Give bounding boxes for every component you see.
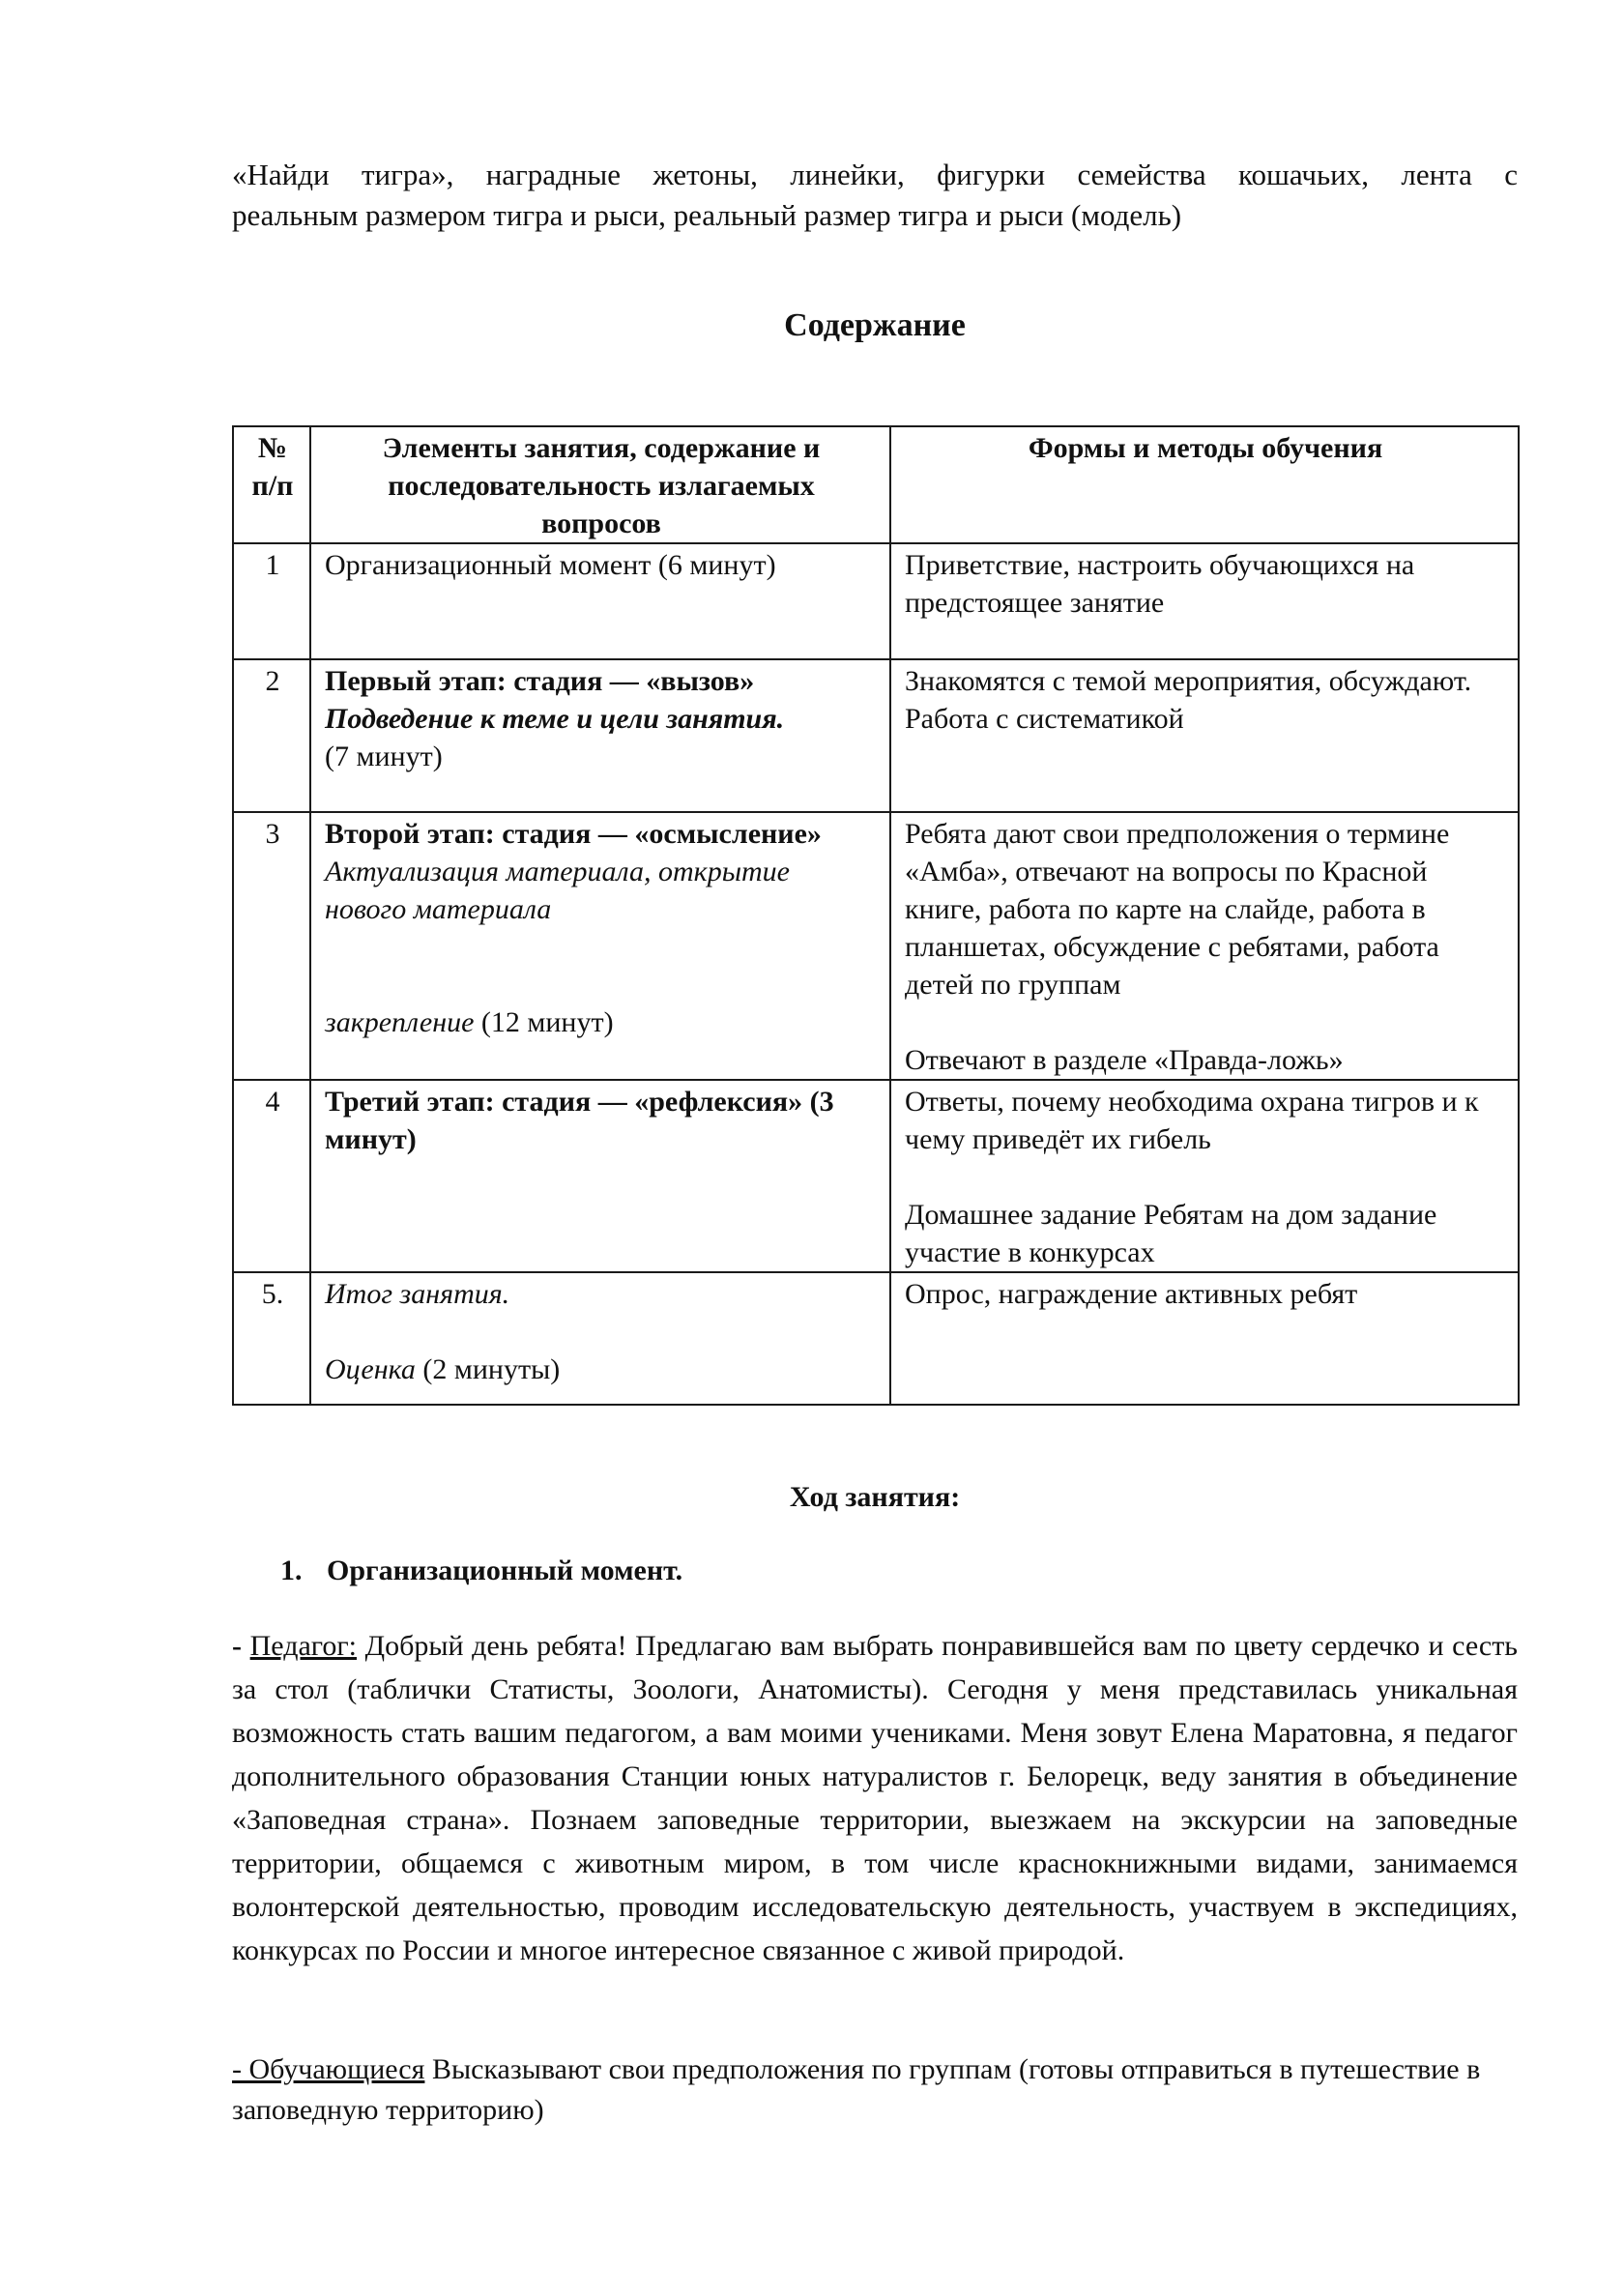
- stage-duration: (7 минут): [325, 741, 443, 772]
- stage-title: Второй этап: стадия — «осмысление»: [325, 818, 822, 850]
- speaker-teacher: Педагог:: [249, 1630, 357, 1662]
- row-number: 4: [233, 1080, 310, 1272]
- row-element: [310, 812, 890, 1080]
- teacher-paragraph: [232, 1624, 1518, 1972]
- contents-title: Содержание: [784, 307, 966, 343]
- stage-title: Третий этап: стадия — «рефлексия» (3 минут): [325, 1086, 834, 1155]
- stage-evaluation: Оценка: [325, 1353, 416, 1385]
- lesson-item-heading: [280, 1555, 682, 1587]
- table-row: [233, 543, 1519, 659]
- row-number: 5.: [233, 1272, 310, 1405]
- forms-text-2: Отвечают в разделе «Правда-ложь»: [905, 1044, 1344, 1076]
- header-num: № п/п: [233, 426, 310, 543]
- header-forms: Формы и методы обучения: [890, 426, 1519, 543]
- dash: -: [232, 1630, 250, 1662]
- forms-text: Опрос, награждение активных ребят: [905, 1278, 1358, 1310]
- stage-title: Первый этап: стадия — «вызов»: [325, 665, 755, 697]
- table-row: [233, 1272, 1519, 1405]
- table-row: [233, 1080, 1519, 1272]
- teacher-text: Добрый день ребята! Предлагаю вам выбрать понравившейся вам по цвету сердечко и сесть за стол (таблички Статисты, Зоологи, Анатомисты). Сегодня у меня представилась уникальная возможность стать вашим педагогом, а вам моими учениками. Меня зовут Елена Маратовна, я педагог дополнительного образования Станции юных натуралистов г. Белорецк, веду занятия в объединение «Заповедная страна». Познаем заповедные территории, выезжаем на экскурсии на заповедные территории, общаемся с животным миром, в том числе краснокнижными видами, занимаемся волонтерской деятельностью, проводим исследовательскую деятельность, участвуем в экспедициях, конкурсах по России и многое интересное связанное с живой природой.: [232, 1630, 1518, 1966]
- row-element: [310, 1080, 890, 1272]
- stage-consolidation: закрепление: [325, 1006, 475, 1038]
- element-text: Организационный момент (6 минут): [325, 549, 776, 581]
- table-row: [233, 812, 1519, 1080]
- row-forms: [890, 659, 1519, 812]
- row-element: [310, 1272, 890, 1405]
- intro-line-1: «Найди тигра», наградные жетоны, линейки, фигурки семейства кошачьих, лента с: [232, 158, 1518, 191]
- item-number: 1.: [280, 1555, 303, 1586]
- stage-duration: (2 минуты): [415, 1353, 561, 1385]
- intro-line-2: реальным размером тигра и рыси, реальный размер тигра и рыси (модель): [232, 198, 1182, 232]
- forms-text: Знакомятся с темой мероприятия, обсуждают. Работа с систематикой: [905, 665, 1472, 735]
- lesson-title: Ход занятия:: [789, 1481, 961, 1513]
- row-forms: [890, 543, 1519, 659]
- row-element: [310, 543, 890, 659]
- row-forms: [890, 812, 1519, 1080]
- row-element: [310, 659, 890, 812]
- header-elements: Элементы занятия, содержание и последовательность излагаемых вопросов: [310, 426, 890, 543]
- speaker-students: - Обучающиеся: [232, 2053, 425, 2085]
- stage-duration: (12 минут): [474, 1006, 614, 1038]
- table-row: [233, 659, 1519, 812]
- forms-text: Ребята дают свои предположения о термине «Амба», отвечают на вопросы по Красной книге, работа по карте на слайде, работа в планшетах, обсуждение с ребятами, работа детей по группам: [905, 818, 1450, 1001]
- students-paragraph: [232, 2049, 1518, 2131]
- row-number: 2: [233, 659, 310, 812]
- forms-text-2: Домашнее задание Ребятам на дом задание участие в конкурсах: [905, 1199, 1437, 1268]
- row-forms: [890, 1080, 1519, 1272]
- stage-subtitle: Подведение к теме и цели занятия.: [325, 703, 785, 735]
- forms-text: Ответы, почему необходима охрана тигров и к чему приведёт их гибель: [905, 1086, 1479, 1155]
- stage-title: Итог занятия.: [325, 1278, 510, 1310]
- row-number: 3: [233, 812, 310, 1080]
- forms-text: Приветствие, настроить обучающихся на предстоящее занятие: [905, 549, 1415, 619]
- intro-paragraph: [232, 155, 1518, 236]
- students-text: Высказывают свои предположения по группам (готовы отправиться в путешествие в заповедную территорию): [232, 2053, 1481, 2126]
- row-number: 1: [233, 543, 310, 659]
- item-title: Организационный момент.: [327, 1555, 683, 1586]
- stage-subtitle: Актуализация материала, открытие нового материала: [325, 856, 790, 925]
- contents-table: [232, 425, 1520, 1406]
- row-forms: [890, 1272, 1519, 1405]
- table-header-row: [233, 426, 1519, 543]
